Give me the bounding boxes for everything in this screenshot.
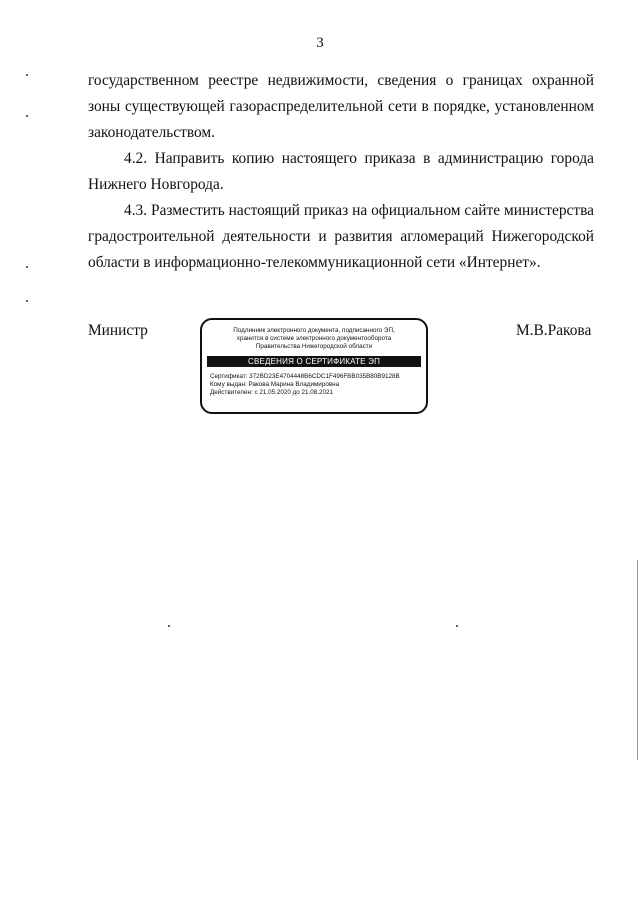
stamp-notice-line: хранится в системе электронного документооборота	[236, 335, 392, 342]
scan-speck	[168, 625, 170, 627]
stamp-header: СВЕДЕНИЯ О СЕРТИФИКАТЕ ЭП	[207, 356, 421, 367]
paragraph-registry: государственном реестре недвижимости, сведения о границах охранной зоны существующей газораспределительной сети в порядке, установленном законодательством.	[88, 72, 594, 141]
stamp-notice	[202, 327, 426, 351]
electronic-signature-stamp	[200, 318, 428, 414]
stamp-notice-line: Правительства Нижегородской области	[255, 343, 373, 350]
stamp-notice-line: Подлинник электронного документа, подписанного ЭП,	[233, 327, 395, 334]
stamp-details	[202, 373, 426, 397]
stamp-issued-to: Кому выдан: Ракова Марина Владимировна	[210, 381, 340, 388]
signer-name: М.В.Ракова	[516, 322, 592, 339]
scan-edge-line	[637, 560, 638, 760]
stamp-certificate: Сертификат: 372BD23E4704448B6CDC1F496FBB035B80B9128B	[210, 373, 400, 380]
paragraph-4-3: 4.3. Разместить настоящий приказ на официальном сайте министерства градостроительной деятельности и развития агломераций Нижегородской области в информационно-телекоммуникационной сети «Интернет».	[88, 202, 594, 271]
signer-title: Министр	[88, 322, 148, 339]
scan-speck	[26, 115, 28, 117]
scan-speck	[26, 266, 28, 268]
scan-speck	[26, 74, 28, 76]
page-number: 3	[316, 35, 324, 51]
stamp-validity: Действителен: с 21.05.2020 до 21.08.2021	[210, 389, 334, 396]
scan-speck	[26, 300, 28, 302]
scan-speck	[456, 625, 458, 627]
paragraph-4-2: 4.2. Направить копию настоящего приказа в администрацию города Нижнего Новгорода.	[88, 150, 594, 193]
